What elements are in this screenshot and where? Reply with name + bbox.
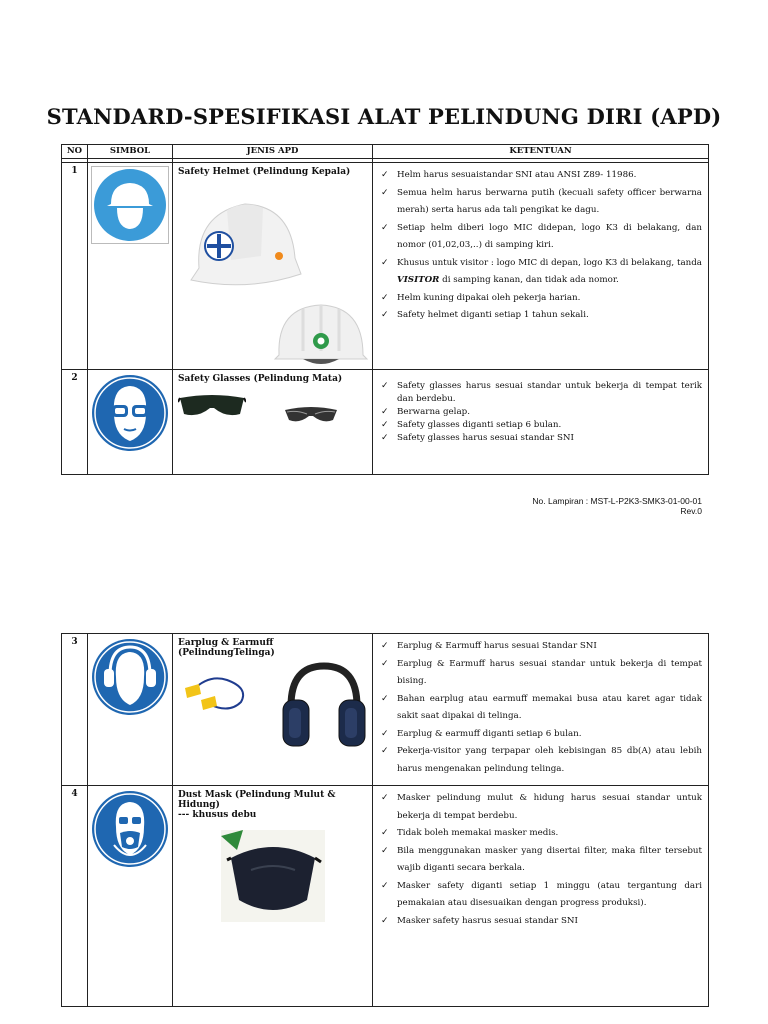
apd-table-1 (61, 144, 709, 475)
list-item: ✓ Earplug & Earmuff harus sesuai Standar SNI (379, 638, 702, 656)
header-jenis: JENIS APD (173, 145, 373, 159)
ketentuan-list (379, 167, 702, 325)
list-item: ✓ Safety glasses harus sesuai standar SNI (379, 432, 702, 445)
list-item (379, 255, 702, 290)
eye-protection-sign-icon (90, 373, 170, 453)
list-item: ✓ Bahan earplug atau earmuff memakai busa atau karet agar tidak sakit saat dipakai di telinga. (379, 691, 702, 726)
list-item: ✓ Earplug & earmuff diganti setiap 6 bulan. (379, 726, 702, 744)
header-no: NO (62, 145, 88, 159)
table-header (62, 145, 709, 159)
dust-mask-icon (221, 830, 325, 922)
symbol-cell (88, 786, 173, 1007)
jenis-cell (173, 786, 373, 1007)
row-number: 2 (62, 370, 88, 475)
white-helmet-k3-icon (273, 301, 369, 367)
row-number: 3 (62, 634, 88, 786)
jenis-cell (173, 634, 373, 786)
list-item: ✓ Masker safety diganti setiap 1 minggu (atau tergantung dari pemakaian atau disesuaikan dengan progress produksi). (379, 878, 702, 913)
list-item: ✓ Safety glasses diganti setiap 6 bulan. (379, 419, 702, 432)
symbol-cell (88, 370, 173, 475)
jenis-label: Safety Helmet (Pelindung Kepala) (178, 167, 351, 177)
ketentuan-cell (373, 786, 709, 1007)
jenis-cell (173, 163, 373, 370)
header-simbol: SIMBOL (88, 145, 173, 159)
list-item: ✓ Bila menggunakan masker yang disertai filter, maka filter tersebut wajib diganti secara berkala. (379, 843, 702, 878)
list-item: ✓ Earplug & Earmuff harus sesuai standar untuk bekerja di tempat bising. (379, 656, 702, 691)
list-item: ✓ Helm harus sesuaistandar SNI atau ANSI Z89- 11986. (379, 167, 702, 185)
white-helmet-icon (187, 196, 305, 296)
table-row (62, 163, 709, 370)
table-row (62, 786, 709, 1007)
revision: Rev.0 (680, 506, 702, 516)
ear-protection-sign-icon (90, 637, 170, 717)
list-item: ✓ Safety glasses harus sesuai standar untuk bekerja di tempat terik dan berdebu. (379, 380, 702, 406)
sport-glasses-icon (283, 404, 339, 426)
respirator-sign-icon (90, 789, 170, 869)
ketentuan-cell (373, 163, 709, 370)
row-number: 1 (62, 163, 88, 370)
list-item: ✓ Masker safety hasrus sesuai standar SNI (379, 913, 702, 931)
ketentuan-cell (373, 634, 709, 786)
jenis-label: Earplug & Earmuff (PelindungTelinga) (178, 638, 275, 658)
lampiran-number: No. Lampiran : MST-L-P2K3-SMK3-01-00-01 (532, 496, 702, 506)
list-item: ✓ Masker pelindung mulut & hidung harus sesuai standar untuk bekerja di tempat berdebu. (379, 790, 702, 825)
ketentuan-list (379, 380, 702, 445)
dark-glasses-icon (178, 390, 246, 420)
page-title: STANDARD-SPESIFIKASI ALAT PELINDUNG DIRI (APD) (46, 104, 722, 129)
table-row (62, 634, 709, 786)
ketentuan-cell (373, 370, 709, 475)
apd-table-2 (61, 633, 709, 1007)
list-item: ✓ Setiap helm diberi logo MIC didepan, logo K3 di belakang, dan nomor (01,02,03,..) di samping kiri. (379, 220, 702, 255)
helmet-sign-icon (91, 166, 169, 244)
footer (532, 496, 702, 516)
ketentuan-list (379, 638, 702, 778)
jenis-cell (173, 370, 373, 475)
visitor-post: di samping kanan, dan tidak ada nomor. (439, 275, 619, 285)
list-item: ✓ Pekerja-visitor yang terpapar oleh kebisingan 85 db(A) atau lebih harus mengenakan pelindung telinga. (379, 743, 702, 778)
list-item: ✓ Safety helmet diganti setiap 1 tahun sekali. (379, 307, 702, 325)
earplug-icon (179, 672, 255, 716)
header-ketentuan: KETENTUAN (373, 145, 709, 159)
list-item: ✓ Semua helm harus berwarna putih (kecuali safety officer berwarna merah) serta harus ada tali pengikat ke dagu. (379, 185, 702, 220)
symbol-cell (88, 634, 173, 786)
jenis-sublabel: --- khusus debu (178, 810, 257, 820)
list-item: ✓ Tidak boleh memakai masker medis. (379, 825, 702, 843)
earmuff-icon (281, 662, 367, 752)
list-item: ✓ Berwarna gelap. (379, 406, 702, 419)
jenis-label: Dust Mask (Pelindung Mulut & Hidung) (178, 790, 336, 810)
row-number: 4 (62, 786, 88, 1007)
visitor-em: VISITOR (397, 275, 440, 285)
ketentuan-list (379, 790, 702, 930)
visitor-pre: Khusus untuk visitor : logo MIC di depan, logo K3 di belakang, tanda (397, 257, 702, 268)
jenis-label: Safety Glasses (Pelindung Mata) (178, 374, 343, 384)
list-item: ✓ Helm kuning dipakai oleh pekerja harian. (379, 290, 702, 308)
symbol-cell (88, 163, 173, 370)
table-row (62, 370, 709, 475)
